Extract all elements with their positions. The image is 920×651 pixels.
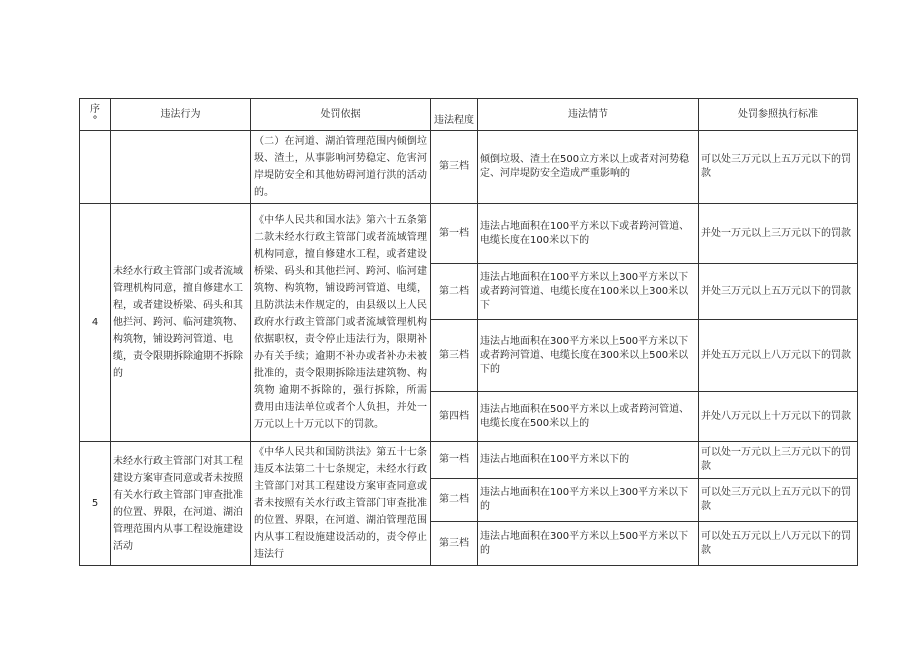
- circumstance-cell: 倾倒垃圾、渣土在500立方米以上或者对河势稳定、河岸堤防安全造成严重影响的: [478, 131, 699, 204]
- circumstance-cell: 违法占地面积在500平方米以上或者跨河管道、电缆长度在500米以上的: [478, 392, 699, 442]
- header-circumstance: 违法情节: [478, 99, 699, 131]
- standard-cell: 可以处三万元以上五万元以下的罚款: [699, 131, 858, 204]
- circumstance-cell: 违法占地面积在100平方米以下的: [478, 442, 699, 479]
- standard-cell: 可以处一万元以上三万元以下的罚款: [699, 442, 858, 479]
- header-seq: 序 °: [80, 99, 111, 131]
- behavior-cell: 未经水行政主管部门对其工程建设方案审查同意或者未按照有关水行政主管部门审查批准的位置、界限，在河道、湖泊管理范围内从事工程设施建设活动: [111, 442, 251, 566]
- standard-cell: 可以处三万元以上五万元以下的罚款: [699, 478, 858, 522]
- table-row: [80, 204, 858, 264]
- circumstance-cell: 违法占地面积在100平方米以上300平方米以下或者跨河管道、电缆长度在100米以上300米以下: [478, 264, 699, 320]
- basis-cell: 《中华人民共和国防洪法》第五十七条违反本法第二十七条规定，未经水行政主管部门对其工程建设方案审查同意或者未按照有关水行政主管部门审查批准的位置、界限，在河道、湖泊管理范围内从事工程设施建设活动的，责令停止违法行: [251, 442, 431, 566]
- penalty-standards-table: [79, 98, 858, 566]
- standard-cell: 并处一万元以上三万元以下的罚款: [699, 204, 858, 264]
- degree-cell: 第三档: [431, 522, 478, 566]
- header-degree: 违法程度: [431, 99, 478, 131]
- header-standard: 处罚参照执行标准: [699, 99, 858, 131]
- standard-cell: 并处三万元以上五万元以下的罚款: [699, 264, 858, 320]
- seq-cell: 5: [80, 442, 111, 566]
- header-behavior: 违法行为: [111, 99, 251, 131]
- degree-cell: 第三档: [431, 320, 478, 392]
- table-row: [80, 442, 858, 479]
- basis-cell: 《中华人民共和国水法》第六十五条第二款未经水行政主管部门或者流域管理机构同意，擅自修建水工程，或者建设桥梁、码头和其他拦河、跨河、临河建筑物、构筑物，铺设跨河管道、电缆，且防洪法未作规定的，由县级以上人民政府水行政主管部门或者流域管理机构依据职权，责令停止违法行为，限期补办有关手续；逾期不补办或者补办未被批准的，责令限期拆除违法建筑物、构筑物 逾期不拆除的，强行拆除，所需费用由违法单位或者个人负担，并处一万元以上十万元以下的罚款。: [251, 204, 431, 442]
- degree-cell: 第一档: [431, 204, 478, 264]
- circumstance-cell: 违法占地面积在100平方米以上300平方米以下的: [478, 478, 699, 522]
- degree-cell: 第一档: [431, 442, 478, 479]
- behavior-cell: [111, 131, 251, 204]
- seq-cell: 4: [80, 204, 111, 442]
- standard-cell: 并处八万元以上十万元以下的罚款: [699, 392, 858, 442]
- standard-cell: 可以处五万元以上八万元以下的罚款: [699, 522, 858, 566]
- circumstance-cell: 违法占地面积在300平方米以上500平方米以下或者跨河管道、电缆长度在300米以上500米以下的: [478, 320, 699, 392]
- header-basis: 处罚依据: [251, 99, 431, 131]
- circumstance-cell: 违法占地面积在300平方米以上500平方米以下的: [478, 522, 699, 566]
- table-header-row: [80, 99, 858, 131]
- standard-cell: 并处五万元以上八万元以下的罚款: [699, 320, 858, 392]
- behavior-cell: 未经水行政主管部门或者流域管理机构同意，擅自修建水工程，或者建设桥梁、码头和其他拦河、跨河、临河建筑物、构筑物，铺设跨河管道、电缆，责令限期拆除逾期不拆除的: [111, 204, 251, 442]
- degree-cell: 第四档: [431, 392, 478, 442]
- degree-cell: 第三档: [431, 131, 478, 204]
- degree-cell: 第二档: [431, 478, 478, 522]
- degree-cell: 第二档: [431, 264, 478, 320]
- basis-cell: （二）在河道、湖泊管理范围内倾倒垃圾、渣土，从事影响河势稳定、危害河岸堤防安全和其他妨碍河道行洪的活动的。: [251, 131, 431, 204]
- seq-cell: [80, 131, 111, 204]
- circumstance-cell: 违法占地面积在100平方米以下或者跨河管道、电缆长度在100米以下的: [478, 204, 699, 264]
- table-row: [80, 131, 858, 204]
